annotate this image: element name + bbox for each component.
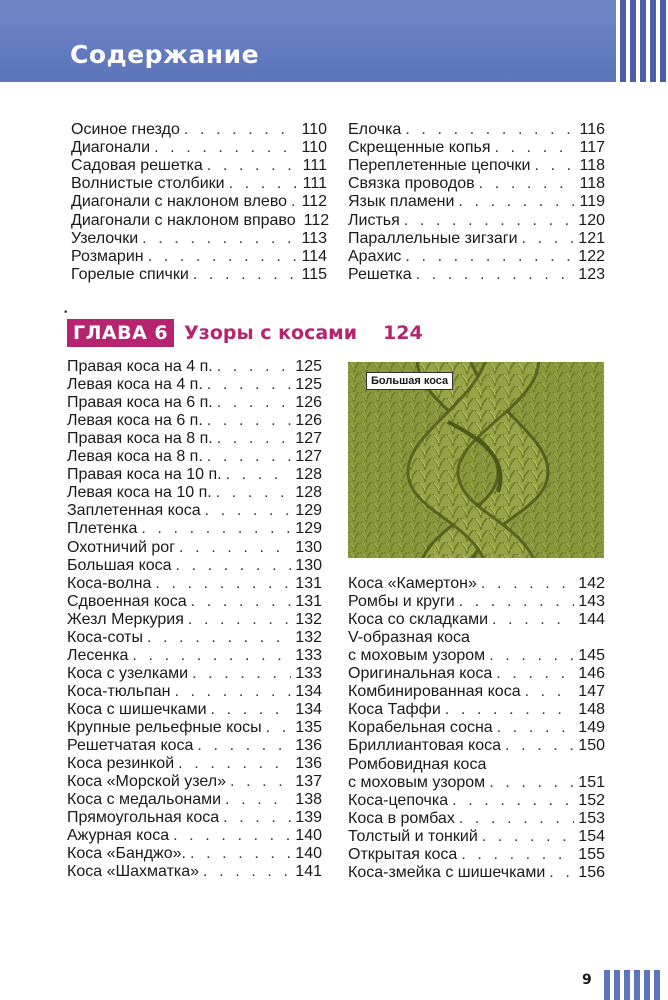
toc-entry — [67, 755, 322, 773]
page-header — [0, 0, 616, 82]
toc-entry-title: Горелые спички — [71, 265, 189, 283]
toc-entry — [67, 791, 322, 809]
toc-entry — [348, 864, 605, 882]
toc-entry-title: Правая коса на 10 п. — [67, 466, 222, 484]
toc-leader-dots — [489, 774, 574, 792]
toc-leader-dots — [291, 193, 297, 211]
toc-entry — [67, 412, 322, 430]
toc-entry-title: V-образная коса — [348, 629, 470, 647]
toc-entry-title: Коса со складками — [348, 611, 489, 629]
toc-leader-dots — [142, 230, 297, 248]
toc-entry-page: 130 — [295, 556, 322, 574]
toc-entry-page: 121 — [578, 229, 605, 247]
toc-entry — [71, 266, 327, 284]
toc-entry — [67, 701, 322, 719]
toc-entry-title: Прямоугольная коса — [67, 809, 220, 827]
toc-entry-page: 118 — [579, 175, 605, 193]
toc-leader-dots — [155, 575, 291, 593]
toc-entry — [348, 756, 605, 774]
toc-entry-title: Коса-змейка с шишечками — [348, 863, 546, 881]
chapter-label: ГЛАВА 6 — [67, 319, 174, 347]
toc-entry-title: Коса «Морской узел» — [67, 773, 226, 791]
toc-entry-page: 116 — [579, 121, 605, 138]
toc-entry — [71, 211, 330, 230]
toc-entry-page: 152 — [578, 791, 605, 809]
toc-entry-title: Коса «Шахматка» — [67, 863, 200, 881]
chapter-heading — [67, 318, 423, 348]
toc-entry-page: 125 — [295, 358, 322, 375]
toc-entry-title: Скрещенные копья — [348, 139, 491, 157]
toc-leader-dots — [404, 212, 575, 230]
toc-leader-dots — [178, 755, 291, 773]
toc-entry-page: 133 — [295, 664, 322, 682]
chapter-name: Узоры с косами — [184, 322, 358, 344]
toc-leader-dots — [482, 828, 575, 846]
toc-entry-title: Коса-волна — [67, 574, 152, 592]
toc-leader-dots — [141, 520, 291, 538]
toc-entry — [67, 539, 322, 557]
toc-entry — [348, 701, 605, 719]
toc-entry-page: 154 — [578, 827, 605, 845]
toc-entry-title: Диагонали с наклоном вправо — [71, 211, 296, 229]
toc-entry-title: Коса с медальонами — [67, 791, 222, 809]
toc-entry — [67, 773, 322, 791]
toc-entry — [348, 774, 605, 792]
toc-entry-page: 140 — [295, 827, 322, 845]
toc-entry-title: Коса с шишечками — [67, 700, 207, 718]
toc-entry — [348, 665, 605, 683]
toc-entry — [348, 175, 605, 193]
toc-entry-page: 146 — [578, 665, 605, 683]
toc-leader-dots — [173, 827, 291, 845]
toc-entry-title: Связка проводов — [348, 175, 475, 193]
chapter-page: 124 — [383, 322, 423, 344]
toc-leader-dots — [458, 193, 575, 211]
toc-entry-title: Диагонали — [71, 139, 151, 157]
toc-leader-dots — [211, 701, 292, 719]
toc-entry-title: Елочка — [348, 121, 402, 138]
toc-entry-page: 123 — [578, 265, 605, 283]
toc-leader-dots — [176, 557, 292, 575]
toc-entry-page: 147 — [578, 683, 605, 701]
toc-entry — [67, 809, 322, 827]
toc-entry — [348, 193, 605, 211]
toc-entry — [67, 719, 322, 737]
toc-entry-title: Жезл Меркурия — [67, 610, 184, 628]
toc-entry — [67, 358, 322, 376]
toc-leader-dots — [223, 809, 291, 827]
print-mark: • — [64, 307, 68, 318]
toc-entry-title: Сдвоенная коса — [67, 592, 187, 610]
toc-entry-title: Плетенка — [67, 520, 138, 538]
toc-entry — [348, 647, 605, 665]
toc-entry — [348, 828, 605, 846]
toc-entry — [348, 846, 605, 864]
toc-entry — [67, 845, 322, 863]
toc-entry — [67, 827, 322, 845]
toc-entry — [67, 520, 322, 538]
toc-entry-page: 126 — [295, 412, 322, 430]
toc-leader-dots — [197, 737, 291, 755]
toc-entry — [348, 593, 605, 611]
toc-entry-page: 114 — [301, 247, 327, 265]
toc-entry-page: 145 — [578, 647, 605, 665]
toc-entry — [67, 448, 322, 466]
toc-entry-page: 122 — [578, 247, 605, 265]
toc-entry-title: Арахис — [348, 247, 402, 265]
toc-entry — [348, 629, 605, 647]
toc-entry-page: 110 — [301, 139, 327, 157]
toc-leader-dots — [496, 665, 574, 683]
toc-entry-page: 132 — [295, 610, 322, 628]
toc-entry-title: Левая коса на 6 п. — [67, 412, 203, 430]
toc-entry-page: 142 — [578, 575, 605, 592]
toc-leader-dots — [148, 248, 298, 266]
toc-leader-dots — [266, 719, 292, 737]
toc-entry-title: Язык пламени — [348, 193, 455, 211]
toc-entry-page: 128 — [295, 484, 322, 502]
toc-entry-title: Правая коса на 6 п. — [67, 394, 213, 412]
toc-entry-title: Коса-тюльпан — [67, 682, 171, 700]
cable-knit-photo — [348, 362, 604, 558]
toc-leader-dots — [226, 466, 292, 484]
toc-entry — [67, 502, 322, 520]
toc-leader-dots — [192, 665, 291, 683]
toc-entry-page: 134 — [295, 682, 322, 700]
toc-entry — [348, 157, 605, 175]
toc-entry-page: 148 — [578, 701, 605, 719]
toc-entry — [348, 212, 605, 230]
toc-entry — [67, 683, 322, 701]
toc-entry-title: Ажурная коса — [67, 827, 170, 845]
toc-leader-dots — [217, 430, 292, 448]
toc-entry — [71, 139, 327, 157]
toc-entry-page: 129 — [295, 520, 322, 538]
toc-entry-title: Комбинированная коса — [348, 683, 521, 701]
toc-leader-dots — [207, 412, 292, 430]
toc-entry-page: 150 — [578, 737, 605, 755]
toc-entry-page: 111 — [302, 175, 327, 193]
toc-leader-dots — [489, 647, 574, 665]
toc-leader-dots — [207, 157, 299, 175]
toc-entry — [348, 139, 605, 157]
toc-entry-title: Толстый и тонкий — [348, 827, 478, 845]
toc-entry-title: с моховым узором — [348, 647, 486, 665]
toc-entry-page: 151 — [578, 773, 605, 791]
toc-leader-dots — [216, 484, 292, 502]
toc-leader-dots — [445, 701, 575, 719]
toc-entry-title: Ромбы и круги — [348, 593, 455, 611]
toc-entry-page: 137 — [295, 773, 322, 791]
toc-entry-page: 133 — [295, 646, 322, 664]
toc-entry — [67, 647, 322, 665]
toc-entry-title: Листья — [348, 211, 400, 229]
toc-leader-dots — [492, 611, 574, 629]
toc-leader-dots — [405, 248, 574, 266]
photo-caption: Большая коса — [366, 372, 453, 390]
toc-entry-page: 128 — [295, 466, 322, 484]
page-title: Содержание — [70, 40, 260, 69]
toc-entry-page: 131 — [295, 592, 322, 610]
toc-entry-title: Коса Таффи — [348, 701, 441, 719]
toc-entry — [348, 737, 605, 755]
toc-leader-dots — [525, 683, 575, 701]
toc-entry-page: 156 — [578, 863, 605, 881]
toc-leader-dots — [179, 539, 291, 557]
toc-entry-title: Коса «Камертон» — [348, 575, 477, 592]
toc-entry-page: 144 — [578, 611, 605, 629]
toc-entry-title: Левая коса на 8 п. — [67, 448, 203, 466]
toc-entry-page: 118 — [579, 157, 605, 175]
toc-leader-dots — [217, 358, 292, 376]
toc-entry — [67, 737, 322, 755]
toc-entry — [348, 266, 605, 284]
toc-entry — [71, 175, 327, 193]
toc-entry-page: 155 — [578, 845, 605, 863]
toc-entry-title: Узелочки — [71, 229, 139, 247]
toc-entry-page: 120 — [578, 211, 605, 229]
toc-entry-page: 135 — [295, 719, 322, 736]
toc-entry-title: Коса в ромбах — [348, 809, 455, 827]
toc-entry — [348, 248, 605, 266]
toc-entry — [71, 230, 327, 248]
toc-entry-title: с моховым узором — [348, 773, 486, 791]
toc-entry — [71, 248, 327, 266]
toc-entry-title: Розмарин — [71, 247, 144, 265]
toc-leader-dots — [481, 575, 574, 593]
toc-leader-dots — [479, 175, 576, 193]
toc-entry-page: 132 — [295, 628, 322, 646]
toc-entry-title: Бриллиантовая коса — [348, 737, 502, 755]
toc-entry-title: Охотничий рог — [67, 538, 176, 556]
toc-entry-title: Открытая коса — [348, 845, 458, 863]
toc-entry-page: 149 — [578, 719, 605, 737]
toc-entry-title: Правая коса на 8 п. — [67, 430, 213, 448]
toc-entry-page: 130 — [295, 538, 322, 556]
toc-entry-page: 110 — [301, 121, 327, 138]
toc-entry-title: Коса-цепочка — [348, 791, 449, 809]
toc-leader-dots — [154, 139, 297, 157]
toc-entry — [67, 863, 322, 881]
toc-leader-dots — [459, 593, 575, 611]
toc-entry-page: 140 — [295, 845, 322, 863]
toc-entry-page: 136 — [295, 755, 322, 773]
toc-entry-title: Переплетенные цепочки — [348, 157, 531, 175]
toc-entry-page: 153 — [578, 809, 605, 827]
toc-entry-title: Большая коса — [67, 556, 172, 574]
toc-entry-page: 125 — [295, 376, 322, 394]
toc-entry-page: 138 — [295, 791, 322, 809]
toc-entry — [71, 157, 327, 175]
page-number: 9 — [582, 972, 592, 988]
toc-leader-dots — [207, 376, 292, 394]
toc-entry — [348, 683, 605, 701]
toc-entry-title: Волнистые столбики — [71, 175, 225, 193]
toc-entry-page: 143 — [578, 593, 605, 611]
toc-leader-dots — [147, 629, 291, 647]
toc-leader-dots — [459, 810, 574, 828]
header-decor-stripes — [620, 0, 668, 82]
toc-entry — [348, 792, 605, 810]
toc-entry-title: Левая коса на 10 п. — [67, 484, 212, 502]
toc-leader-dots — [175, 683, 292, 701]
toc-entry — [67, 629, 322, 647]
toc-entry — [67, 575, 322, 593]
toc-leader-dots — [535, 157, 576, 175]
toc-leader-dots — [497, 719, 575, 737]
toc-entry — [67, 665, 322, 683]
toc-entry — [67, 466, 322, 484]
toc-entry-page: 112 — [301, 193, 327, 211]
toc-entry-title: Лесенка — [67, 646, 129, 664]
toc-entry-title: Ромбовидная коса — [348, 755, 487, 773]
toc-entry-title: Крупные рельефные косы — [67, 719, 262, 736]
toc-entry-title: Решетка — [348, 265, 412, 283]
toc-entry-page: 134 — [295, 700, 322, 718]
toc-entry-page: 111 — [302, 157, 327, 175]
toc-entry-title: Параллельные зигзаги — [348, 229, 518, 247]
toc-leader-dots — [193, 266, 298, 284]
toc-entry-title: Диагонали с наклоном влево — [71, 193, 288, 211]
toc-leader-dots — [207, 448, 292, 466]
toc-entry-page: 112 — [303, 211, 330, 229]
toc-leader-dots — [190, 845, 291, 863]
toc-entry-page: 127 — [295, 430, 322, 448]
toc-entry-title: Заплетенная коса — [67, 502, 201, 520]
toc-entry-title: Садовая решетка — [71, 157, 203, 175]
toc-entry-page: 136 — [295, 737, 322, 755]
toc-entry — [348, 810, 605, 828]
toc-entry-page: 129 — [295, 502, 322, 520]
toc-entry-title: Правая коса на 4 п. — [67, 358, 213, 375]
toc-entry-page: 131 — [295, 574, 322, 592]
toc-entry-page: 117 — [579, 139, 605, 157]
toc-entry-title: Коса с узелками — [67, 664, 189, 682]
toc-entry — [348, 719, 605, 737]
toc-leader-dots — [405, 121, 575, 139]
toc-entry-title: Левая коса на 4 п. — [67, 376, 203, 394]
toc-leader-dots — [461, 846, 574, 864]
toc-entry — [67, 430, 322, 448]
toc-entry-page: 115 — [301, 265, 327, 283]
toc-leader-dots — [495, 139, 576, 157]
toc-leader-dots — [522, 230, 575, 248]
toc-entry — [67, 557, 322, 575]
toc-leader-dots — [549, 864, 574, 882]
toc-entry — [71, 193, 327, 211]
toc-entry — [348, 575, 605, 593]
toc-entry-title: Коса «Банджо». — [67, 845, 186, 863]
toc-leader-dots — [205, 502, 292, 520]
toc-leader-dots — [191, 593, 292, 611]
toc-entry — [67, 611, 322, 629]
toc-leader-dots — [225, 791, 291, 809]
toc-entry-title: Решетчатая коса — [67, 737, 194, 755]
toc-entry-page: 139 — [295, 809, 322, 827]
toc-entry-page: 126 — [295, 394, 322, 412]
toc-entry-title: Коса-соты — [67, 628, 143, 646]
toc-entry — [71, 121, 327, 139]
toc-leader-dots — [203, 863, 291, 881]
toc-leader-dots — [416, 266, 575, 284]
toc-entry — [67, 593, 322, 611]
toc-entry-title: Осиное гнездо — [71, 121, 180, 138]
toc-leader-dots — [184, 121, 298, 139]
toc-entry-page: 119 — [579, 193, 605, 211]
toc-leader-dots — [230, 773, 291, 791]
toc-entry-title: Корабельная сосна — [348, 719, 493, 737]
toc-entry — [67, 394, 322, 412]
toc-entry — [67, 484, 322, 502]
toc-entry — [348, 230, 605, 248]
toc-entry-page: 127 — [295, 448, 322, 466]
toc-entry — [348, 121, 605, 139]
toc-leader-dots — [452, 792, 574, 810]
toc-entry-title: Коса резинкой — [67, 755, 175, 773]
toc-entry-page: 113 — [301, 229, 327, 247]
toc-entry — [67, 376, 322, 394]
toc-entry-page: 141 — [295, 863, 322, 881]
knit-texture-image — [348, 362, 604, 558]
toc-entry-title: Оригинальная коса — [348, 665, 493, 683]
toc-leader-dots — [217, 394, 292, 412]
toc-entry — [348, 611, 605, 629]
footer-decor-stripes — [604, 970, 668, 1000]
toc-leader-dots — [229, 175, 299, 193]
toc-leader-dots — [132, 647, 291, 665]
toc-leader-dots — [505, 737, 574, 755]
toc-leader-dots — [188, 611, 291, 629]
